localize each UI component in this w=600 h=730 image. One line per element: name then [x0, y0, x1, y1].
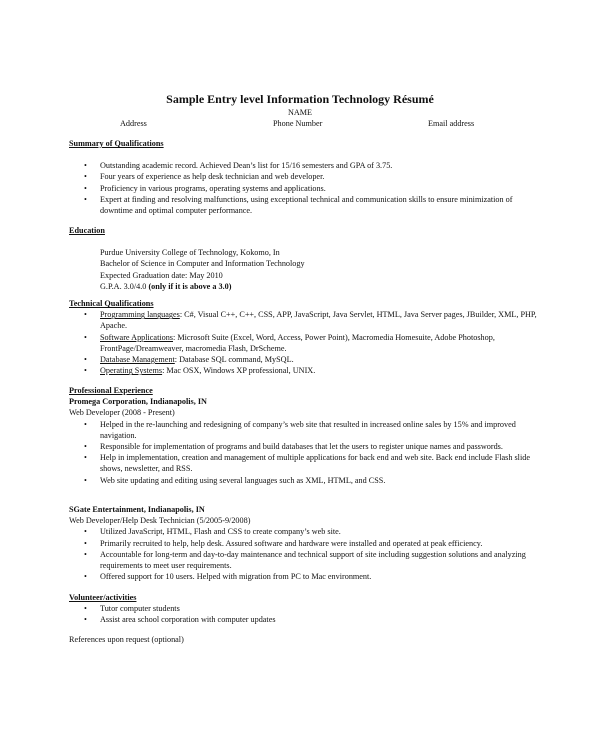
summary-section [69, 138, 539, 216]
tech-text: : Microsoft Suite (Excel, Word, Access, Power Point), Macromedia Homesuite, Adobe Photoshop, FrontPage/Dreamweaver, macromedia Flash, DrScheme. [100, 332, 495, 353]
list-item [69, 309, 539, 331]
list-item: • Utilized JavaScript, HTML, Flash and CSS to create company’s web site. [69, 526, 539, 537]
list-item: • Responsible for implementation of programs and build databases that let the users to register unique names and passwords. [69, 441, 539, 452]
list-item [69, 354, 539, 365]
tech-label: Programming languages [100, 310, 180, 320]
candidate-name: NAME [287, 108, 313, 117]
list-item: • Tutor computer students [69, 603, 539, 614]
school-name: Purdue University College of Technology, Kokomo, In [100, 248, 280, 258]
list-item: • Proficiency in various programs, operating systems and applications. [69, 183, 539, 194]
tech-label: Operating Systems [100, 366, 163, 376]
contact-line [0, 118, 600, 130]
job-role: Web Developer/Help Desk Technician (5/2005-9/2008) [69, 516, 251, 526]
experience-job-2 [69, 504, 539, 582]
resume-title: Sample Entry level Information Technology Résumé [166, 92, 434, 106]
list-item [69, 332, 539, 354]
tech-text: : C#, Visual C++, C++, CSS, APP, JavaScript, Java Servlet, HTML, Java Server pages, JBuilder, XML, PHP, Apache. [100, 310, 537, 331]
references-line: References upon request (optional) [69, 635, 184, 644]
list-item: • Accountable for long-term and day-to-day maintenance and technical support of site including suggestion solutions and analyzing requirements to meet user requirements. [69, 549, 539, 571]
volunteer-section [69, 592, 539, 626]
list-item: • Assist area school corporation with computer updates [69, 614, 539, 625]
experience-heading: Professional Experience [69, 386, 153, 395]
job-role: Web Developer (2008 - Present) [69, 408, 175, 418]
list-item: • Web site updating and editing using several languages such as XML, HTML, and CSS. [69, 475, 539, 486]
technical-heading: Technical Qualifications [69, 299, 154, 308]
technical-section [69, 298, 539, 376]
volunteer-heading: Volunteer/activities [69, 593, 137, 602]
phone-text: Phone Number [273, 119, 323, 128]
tech-text: : Database SQL command, MySQL. [174, 355, 294, 365]
email-text: Email address [428, 119, 475, 128]
list-item: • Helped in the re-launching and redesigning of company’s web site that resulted in increased online sales by 15% and improved navigation. [69, 419, 539, 441]
education-heading: Education [69, 226, 105, 235]
experience-section [69, 385, 539, 486]
gpa-line [100, 281, 539, 292]
list-item: • Offered support for 10 users. Helped with migration from PC to Mac environment. [69, 571, 539, 582]
list-item: • Outstanding academic record. Achieved Dean’s list for 15/16 semesters and GPA of 3.75. [69, 160, 539, 171]
company-name: Promega Corporation, Indianapolis, IN [69, 397, 207, 407]
gpa-value: G.P.A. 3.0/4.0 [100, 281, 149, 291]
summary-heading: Summary of Qualifications [69, 139, 164, 148]
list-item: • Four years of experience as help desk technician and web developer. [69, 171, 539, 182]
company-name: SGate Entertainment, Indianapolis, IN [69, 505, 205, 514]
list-item: • Primarily recruited to help, help desk. Assured software and hardware were installed and operated at peak efficiency. [69, 538, 539, 549]
education-section [69, 225, 539, 292]
address-text: Address [120, 119, 147, 128]
tech-label: Software Applications [100, 332, 173, 342]
list-item: • Expert at finding and resolving malfunctions, using exceptional technical and communication skills to ensure minimization of downtime and optimal computer performance. [69, 194, 539, 216]
degree-name: Bachelor of Science in Computer and Information Technology [100, 259, 305, 269]
list-item: • Help in implementation, creation and management of multiple applications for back end and web site. Back end include Flash slide shows, newsletter, and RSS. [69, 452, 539, 474]
graduation-date: Expected Graduation date: May 2010 [100, 270, 223, 280]
tech-text: : Mac OSX, Windows XP professional, UNIX. [162, 366, 316, 376]
tech-label: Database Management [100, 355, 175, 365]
gpa-note: (only if it is above a 3.0) [148, 281, 232, 291]
list-item [69, 365, 539, 376]
